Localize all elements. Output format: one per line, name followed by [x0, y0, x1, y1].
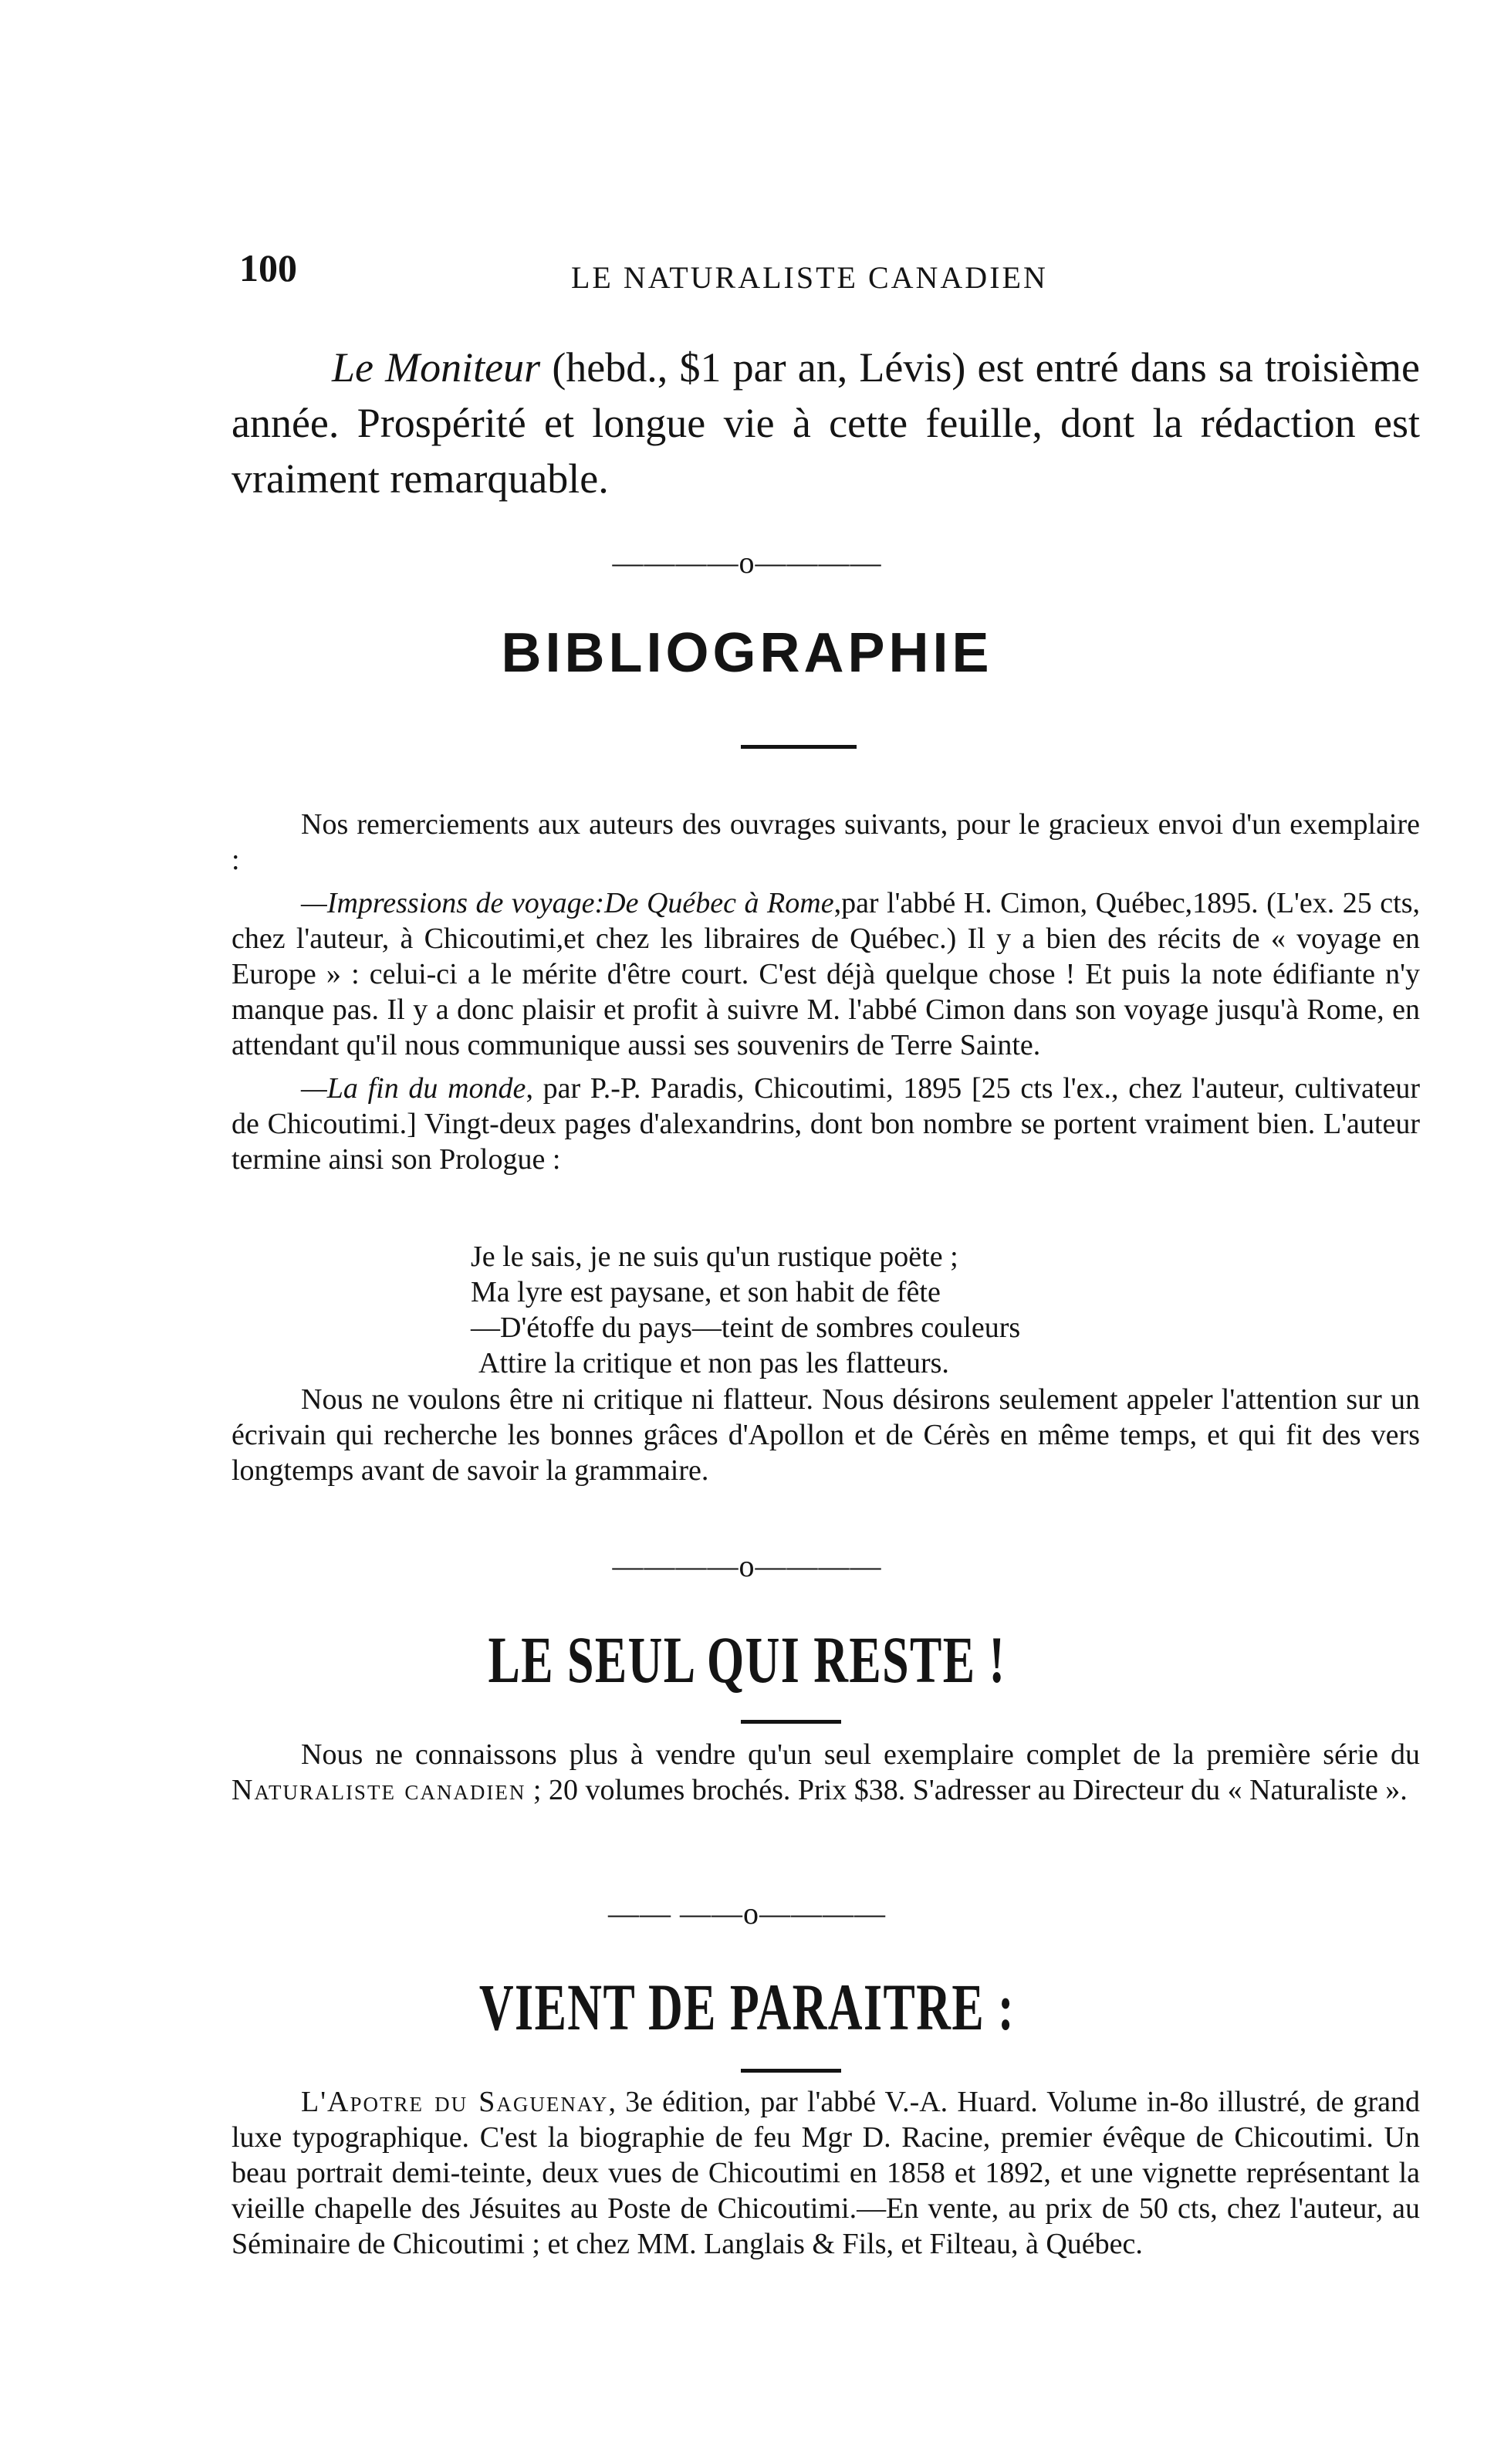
bibliographie-section — [232, 807, 1420, 1185]
bibliographie-intro: Nos remerciements aux auteurs des ouvrages suivants, pour le gracieux envoi d'un exemplaire : — [232, 808, 1420, 876]
book-title: L'Apotre du Saguenay — [301, 2086, 609, 2118]
seul-notice — [232, 1737, 1420, 1816]
moniteur-notice — [232, 340, 1420, 506]
item2-title: —La fin du monde — [301, 1072, 526, 1105]
paraitre-paragraph — [232, 2084, 1420, 2262]
paraitre-rule — [741, 2069, 841, 2073]
item1-text: ,par l'abbé H. Cimon, Québec,1895. (L'ex. 25 cts, chez l'auteur, à Chicoutimi,et chez les libraires de Québec.) Il y a bien des récits de « voyage en Europe » : celui-ci a le mérite d'être court. C'est déjà quelque chose ! Et puis la note édifiante n'y manque pas. Il y a donc plaisir et profit à suivre M. l'abbé Cimon dans son voyage jusqu'à Rome, en attendant qu'il nous communique aussi ses souvenirs de Terre Sainte. — [232, 887, 1420, 1061]
bibliographie-rule — [741, 745, 857, 749]
bibliographie-item-fin-du-monde — [232, 1071, 1420, 1177]
separator-3: —— ——o———— — [608, 1896, 886, 1931]
seul-rule — [741, 1720, 841, 1724]
paraitre-heading: VIENT DE PARAITRE : — [478, 1970, 1016, 2044]
moniteur-title: Le Moniteur — [332, 344, 541, 391]
separator-2: ————o———— — [612, 1548, 882, 1583]
bibliographie-item-impressions — [232, 885, 1420, 1063]
paraitre-notice — [232, 2084, 1420, 2269]
verse-line: Je le sais, je ne suis qu'un rustique poëte ; — [471, 1240, 958, 1273]
item2-text: , par P.-P. Paradis, Chicoutimi, 1895 [25 cts l'ex., chez l'auteur, cultivateur de Chicoutimi.] Vingt-deux pages d'alexandrins, dont bon nombre se portent vraiment bien. L'auteur termine ainsi son Prologue : — [232, 1072, 1420, 1176]
item1-title: —Impressions de voyage:De Québec à Rome — [301, 887, 834, 919]
moniteur-paragraph — [232, 340, 1420, 506]
verse-line: Attire la critique et non pas les flatteurs. — [478, 1347, 949, 1379]
seul-heading: LE SEUL QUI RESTE ! — [488, 1623, 1006, 1697]
bibliographie-heading: BIBLIOGRAPHIE — [501, 622, 993, 684]
closing-paragraph: Nous ne voulons être ni critique ni flatteur. Nous désirons seulement appeler l'attention sur un écrivain qui recherche les bonnes grâces d'Apollon et de Cérès en même temps, et qui fit des vers longtemps avant de savoir la grammaire. — [232, 1383, 1420, 1487]
verse-line: —D'étoffe du pays—teint de sombres couleurs — [471, 1312, 1021, 1344]
prologue-verse — [471, 1239, 1165, 1381]
page-number: 100 — [239, 246, 297, 289]
paraitre-text: , 3e édition, par l'abbé V.-A. Huard. Volume in-8o illustré, de grand luxe typographique. C'est la biographie de feu Mgr D. Racine, premier évêque de Chicoutimi. Un beau portrait demi-teinte, deux vues de Chicoutimi en 1858 et 1892, et une vignette représentant la vieille chapelle des Jésuites au Poste de Chicoutimi.—En vente, au prix de 50 cts, chez l'auteur, au Séminaire de Chicoutimi ; et chez MM. Langlais & Fils, et Filteau, à Québec. — [232, 2086, 1420, 2260]
seul-paragraph — [232, 1737, 1420, 1808]
seul-text-before: Nous ne connaissons plus à vendre qu'un seul exemplaire complet de la première série du — [301, 1738, 1420, 1771]
page-header — [239, 245, 1428, 307]
journal-name: Naturaliste canadien — [232, 1774, 526, 1806]
separator-1: ————o———— — [612, 545, 882, 580]
bibliographie-closing — [232, 1382, 1420, 1496]
verse-line: Ma lyre est paysane, et son habit de fête — [471, 1276, 941, 1308]
moniteur-text: (hebd., $1 par an, Lévis) est entré dans sa troisième année. Prospérité et longue vie à cette feuille, dont la rédaction est vraiment remarquable. — [232, 344, 1420, 502]
seul-text-after: ; 20 volumes brochés. Prix $38. S'adresser au Directeur du « Naturaliste ». — [526, 1774, 1408, 1806]
running-title: LE NATURALISTE CANADIEN — [571, 260, 1048, 295]
